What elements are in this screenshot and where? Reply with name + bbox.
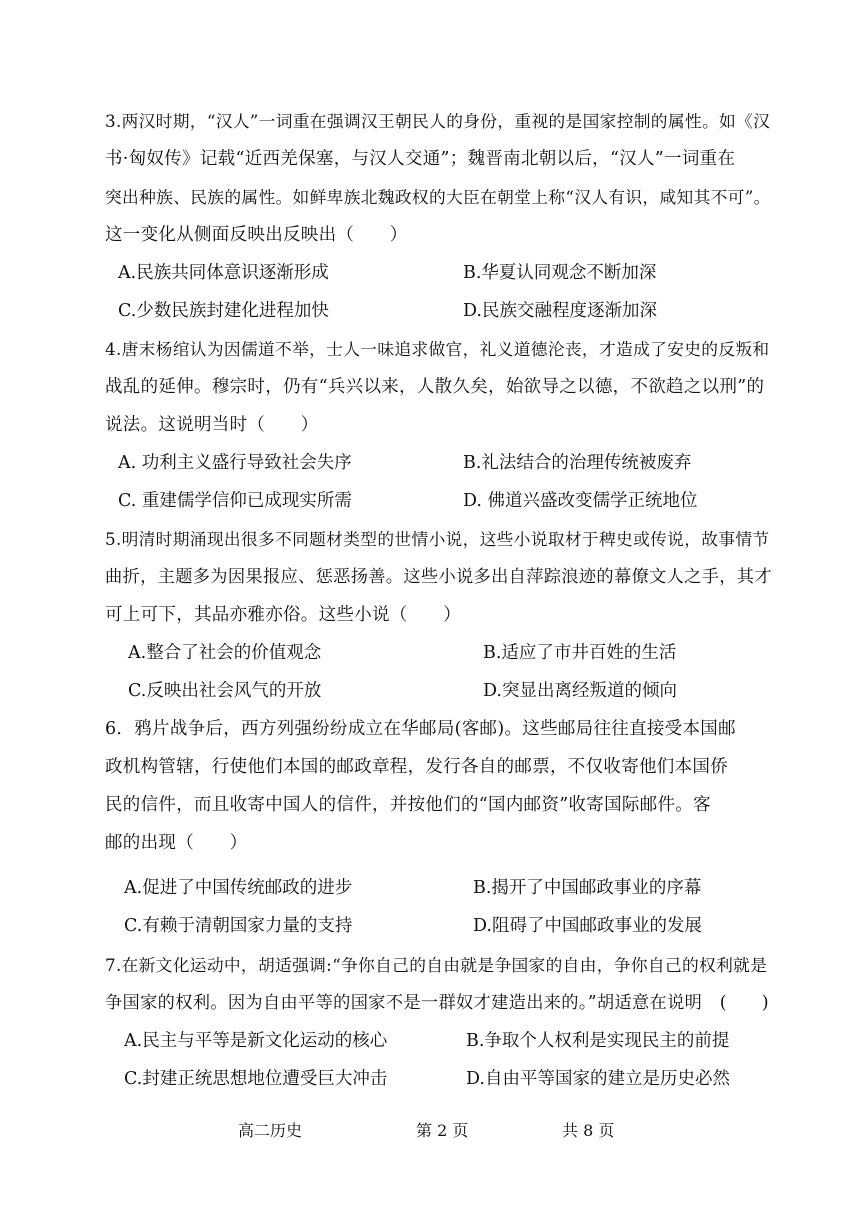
- question-5-line-1: 5.明清时期涌现出很多不同题材类型的世情小说，这些小说取材于稗史或传说，故事情节: [105, 529, 770, 549]
- question-6-option-b: B.揭开了中国邮政事业的序幕: [473, 878, 702, 898]
- question-3-line-1: 3.两汉时期，“汉人”一词重在强调汉王朝民人的身份，重视的是国家控制的属性。如《汉: [105, 111, 771, 131]
- question-5-option-a: A.整合了社会的价值观念: [128, 643, 322, 663]
- question-6-line-3: 民的信件，而且收寄中国人的信件，并按他们的“国内邮资”收寄国际邮件。客: [105, 795, 711, 815]
- question-4-option-b: B.礼法结合的治理传统被废弃: [463, 453, 692, 473]
- question-7-option-b: B.争取个人权利是实现民主的前提: [466, 1031, 730, 1051]
- question-7-line-1: 7.在新文化运动中，胡适强调:“争你自己的自由就是争国家的自由，争你自己的权利就是: [105, 955, 768, 975]
- question-7-option-a: A.民主与平等是新文化运动的核心: [124, 1031, 388, 1051]
- question-6-option-a: A.促进了中国传统邮政的进步: [124, 878, 353, 898]
- question-6-line-2: 政机构管辖，行使他们本国的邮政章程，发行各自的邮票，不仅收寄他们本国侨: [105, 757, 728, 777]
- question-5-option-d: D.突显出离经叛道的倾向: [483, 681, 677, 701]
- question-3-option-c: C.少数民族封建化进程加快: [118, 301, 329, 321]
- question-3-option-b: B.华夏认同观念不断加深: [463, 263, 657, 283]
- question-5-line-3: 可上可下，其品亦雅亦俗。这些小说（ ）: [105, 605, 461, 625]
- question-3-line-3: 突出种族、民族的属性。如鲜卑族北魏政权的大臣在朝堂上称“汉人有识，咸知其不可”。: [105, 187, 771, 207]
- footer-page-number: 第 2 页: [416, 1121, 469, 1140]
- question-4-option-d: D. 佛道兴盛改变儒学正统地位: [463, 491, 698, 511]
- question-3-line-4: 这一变化从侧面反映出反映出（ ）: [105, 225, 408, 245]
- question-5-line-2: 曲折，主题多为因果报应、惩恶扬善。这些小说多出自萍踪浪迹的幕僚文人之手，其才: [105, 567, 772, 587]
- question-4-line-3: 说法。这说明当时（ ）: [105, 415, 319, 435]
- question-3-line-2: 书·匈奴传》记载“近西羌保塞，与汉人交通”；魏晋南北朝以后，“汉人”一词重在: [105, 149, 736, 169]
- question-4-option-c: C. 重建儒学信仰已成现实所需: [118, 491, 352, 511]
- question-3-option-a: A.民族共同体意识逐渐形成: [118, 263, 329, 283]
- question-6-line-4: 邮的出现（ ）: [105, 833, 248, 853]
- question-7-option-c: C.封建正统思想地位遭受巨大冲击: [124, 1069, 388, 1089]
- question-4-option-a: A. 功利主义盛行导致社会失序: [118, 453, 352, 473]
- question-7-option-d: D.自由平等国家的建立是历史必然: [466, 1069, 730, 1089]
- question-4-line-2: 战乱的延伸。穆宗时，仍有“兵兴以来，人散久矣，始欲导之以德，不欲趋之以刑”的: [105, 377, 765, 397]
- question-6-option-d: D.阻碍了中国邮政事业的发展: [473, 916, 702, 936]
- footer-total-pages: 共 8 页: [562, 1121, 615, 1140]
- question-5-option-b: B.适应了市井百姓的生活: [483, 643, 677, 663]
- question-5-option-c: C.反映出社会风气的开放: [128, 681, 322, 701]
- question-4-line-1: 4.唐末杨绾认为因儒道不举，士人一味追求做官，礼义道德沦丧，才造成了安史的反叛和: [105, 339, 770, 359]
- question-6-line-1: 6．鸦片战争后，西方列强纷纷成立在华邮局(客邮)。这些邮局往往直接受本国邮: [105, 719, 736, 739]
- question-3-option-d: D.民族交融程度逐渐加深: [463, 301, 657, 321]
- footer-subject: 高二历史: [238, 1121, 303, 1140]
- question-7-line-2: 争国家的权利。因为自由平等的国家不是一群奴才建造出来的。”胡适意在说明 ( ): [105, 993, 769, 1013]
- question-6-option-c: C.有赖于清朝国家力量的支持: [124, 916, 353, 936]
